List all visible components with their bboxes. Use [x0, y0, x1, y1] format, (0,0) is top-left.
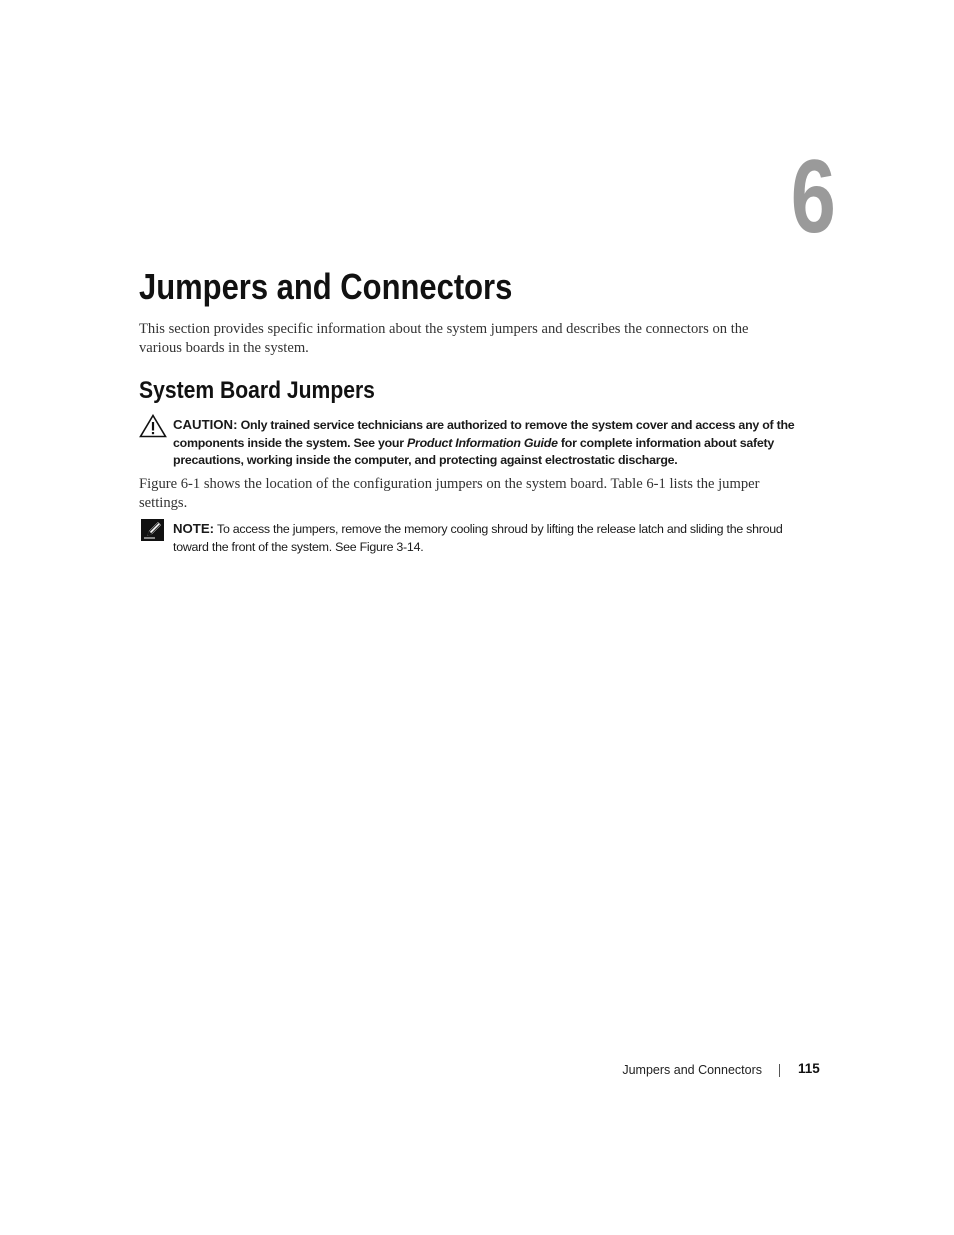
- chapter-number: 6: [790, 139, 836, 255]
- page-number: 115: [798, 1061, 820, 1076]
- figure-reference-paragraph: Figure 6-1 shows the location of the configuration jumpers on the system board. Table 6-1 lists the jumper settings.: [139, 476, 760, 511]
- note-pencil-icon: [141, 519, 164, 541]
- footer-separator: [779, 1064, 780, 1077]
- intro-paragraph: This section provides specific information about the system jumpers and describes the connectors on the various boards in the system.: [139, 321, 749, 356]
- caution-text-before: Only trained service technicians are authorized to remove the system cover and access any of the components inside the system. See your: [173, 418, 795, 450]
- note-label: NOTE:: [173, 521, 215, 536]
- section-heading: System Board Jumpers: [139, 377, 375, 404]
- caution-label: CAUTION:: [173, 417, 238, 432]
- caution-notice: [173, 416, 819, 470]
- caution-text-after: for complete information about safety precautions, working inside the computer, and protecting against electrostatic discharge.: [173, 435, 775, 467]
- product-information-guide-reference: Product Information Guide: [407, 435, 558, 450]
- caution-triangle-icon: [139, 414, 167, 438]
- note-notice: [173, 520, 819, 556]
- note-text: To access the jumpers, remove the memory cooling shroud by lifting the release latch and sliding the shroud toward the front of the system. See Figure 3-14.: [173, 522, 783, 554]
- chapter-title: Jumpers and Connectors: [139, 266, 513, 307]
- footer-section-title: Jumpers and Connectors: [622, 1063, 762, 1077]
